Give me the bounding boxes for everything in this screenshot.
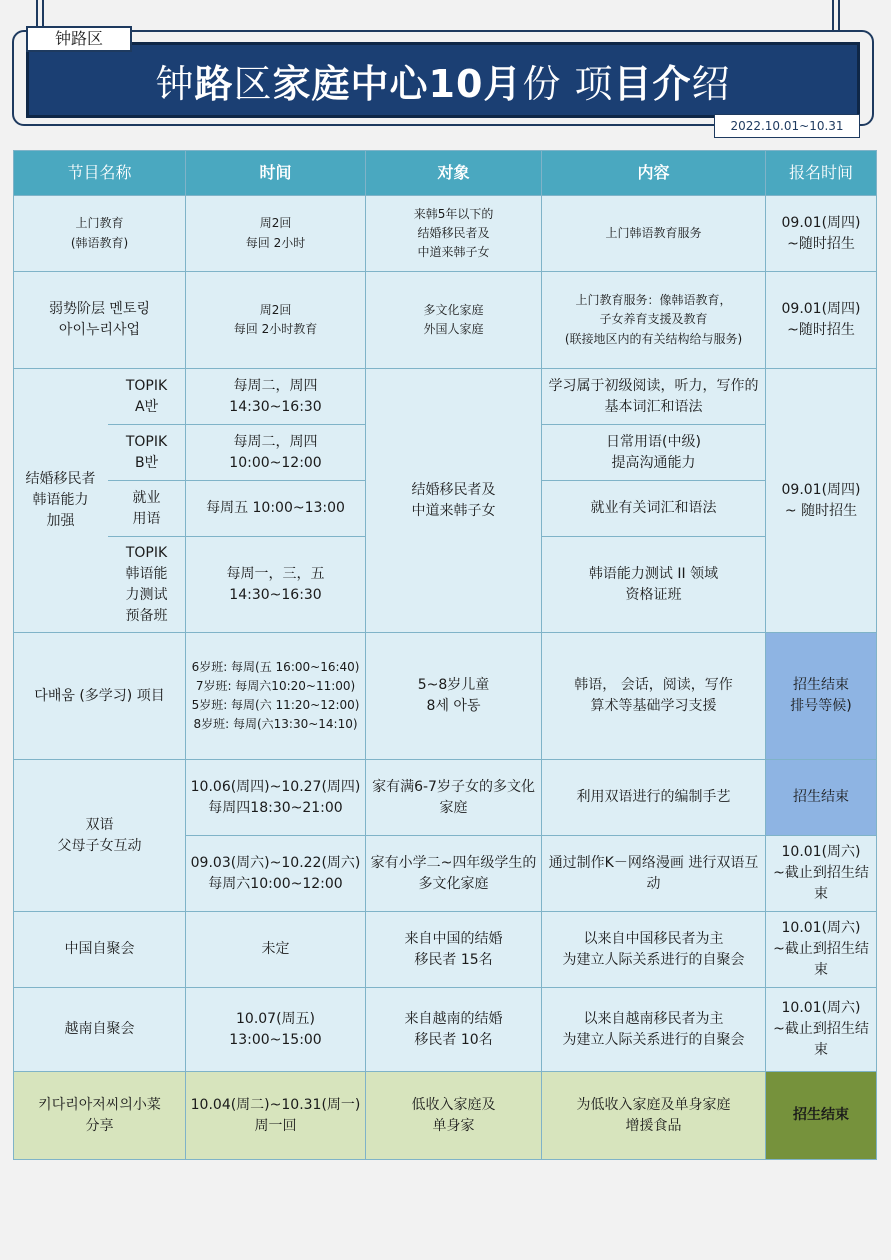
header-target: 对象 bbox=[366, 151, 542, 196]
title-part: 家庭中心 bbox=[272, 61, 429, 106]
program-name: 中国自聚会 bbox=[14, 912, 186, 988]
table-header-row bbox=[14, 151, 877, 196]
sub-program-name: TOPIK A반 bbox=[108, 369, 186, 425]
program-signup: 09.01(周四) ~随时招生 bbox=[766, 196, 877, 272]
program-content: 韩语能力测试 II 领域 资格证班 bbox=[542, 537, 766, 633]
program-signup-status: 招生结束 bbox=[766, 1072, 877, 1160]
table-row bbox=[14, 760, 877, 836]
program-name: 上门教育 (韩语教育) bbox=[14, 196, 186, 272]
header-content: 内容 bbox=[542, 151, 766, 196]
program-signup-status: 招生结束 排号等候) bbox=[766, 633, 877, 760]
program-signup: 10.01(周六) ~截止到招生结束 bbox=[766, 912, 877, 988]
program-content: 为低收入家庭及单身家庭 增援食品 bbox=[542, 1072, 766, 1160]
table-row bbox=[14, 633, 877, 760]
program-name: 키다리아저씨의小菜 分享 bbox=[14, 1072, 186, 1160]
program-target: 来自中国的结婚 移民者 15名 bbox=[366, 912, 542, 988]
table-row bbox=[14, 988, 877, 1072]
title-part: 介 bbox=[652, 61, 692, 106]
program-signup: 09.01(周四) ~随时招生 bbox=[766, 272, 877, 369]
program-content: 韩语， 会话，阅读，写作 算术等基础学习支援 bbox=[542, 633, 766, 760]
program-name: 双语 父母子女互动 bbox=[14, 760, 186, 912]
program-time: 6岁班: 每周(五 16:00~16:40) 7岁班: 每周六10:20~11:00) 5岁班: 每周(六 11:20~12:00) 8岁班: 每周(六13:30~14:10) bbox=[186, 633, 366, 760]
table-row bbox=[14, 196, 877, 272]
frame-line-right bbox=[832, 0, 834, 34]
program-target: 家有小学二~四年级学生的多文化家庭 bbox=[366, 836, 542, 912]
date-range: 2022.10.01~10.31 bbox=[714, 114, 860, 138]
sub-program-name: TOPIK 韩语能 力测试 预备班 bbox=[108, 537, 186, 633]
program-target: 多文化家庭 外国人家庭 bbox=[366, 272, 542, 369]
program-signup-status: 招生结束 bbox=[766, 760, 877, 836]
program-time: 09.03(周六)~10.22(周六) 每周六10:00~12:00 bbox=[186, 836, 366, 912]
program-content: 利用双语进行的编制手艺 bbox=[542, 760, 766, 836]
title-part: 目 bbox=[613, 61, 653, 106]
program-time: 每周二，周四 14:30~16:30 bbox=[186, 369, 366, 425]
program-content: 学习属于初级阅读，听力，写作的基本词汇和语法 bbox=[542, 369, 766, 425]
program-time: 10.07(周五) 13:00~15:00 bbox=[186, 988, 366, 1072]
header-program-name: 节目名称 bbox=[14, 151, 186, 196]
sub-program-name: TOPIK B반 bbox=[108, 425, 186, 481]
program-name: 다배움 (多学习) 项目 bbox=[14, 633, 186, 760]
program-table bbox=[13, 150, 877, 1160]
title-part: 10月 bbox=[428, 61, 523, 106]
title-part: 钟 bbox=[155, 61, 195, 106]
program-name: 弱势阶层 멘토링 아이누리사업 bbox=[14, 272, 186, 369]
program-name: 越南自聚会 bbox=[14, 988, 186, 1072]
program-signup: 10.01(周六) ~截止到招生结束 bbox=[766, 836, 877, 912]
program-target: 结婚移民者及 中道来韩子女 bbox=[366, 369, 542, 633]
program-time: 每周五 10:00~13:00 bbox=[186, 481, 366, 537]
sub-program-name: 就业 用语 bbox=[108, 481, 186, 537]
program-time: 10.04(周二)~10.31(周一) 周一回 bbox=[186, 1072, 366, 1160]
program-target: 来韩5年以下的 结婚移民者及 中道来韩子女 bbox=[366, 196, 542, 272]
program-signup: 10.01(周六) ~截止到招生结束 bbox=[766, 988, 877, 1072]
program-time: 10.06(周四)~10.27(周四) 每周四18:30~21:00 bbox=[186, 760, 366, 836]
program-target: 家有满6-7岁子女的多文化家庭 bbox=[366, 760, 542, 836]
program-target: 低收入家庭及 单身家 bbox=[366, 1072, 542, 1160]
table-row bbox=[14, 272, 877, 369]
program-target: 来自越南的结婚 移民者 10名 bbox=[366, 988, 542, 1072]
district-tag: 钟路区 bbox=[26, 26, 132, 52]
header-signup: 报名时间 bbox=[766, 151, 877, 196]
table-row bbox=[14, 912, 877, 988]
table-row bbox=[14, 1072, 877, 1160]
frame-line-right-2 bbox=[838, 0, 840, 34]
title-part: 路 bbox=[194, 61, 234, 106]
program-content: 以来自中国移民者为主 为建立人际关系进行的自聚会 bbox=[542, 912, 766, 988]
program-time: 周2回 每回 2小时 bbox=[186, 196, 366, 272]
program-target: 5~8岁儿童 8세 아동 bbox=[366, 633, 542, 760]
title-part: 份 项 bbox=[522, 61, 614, 106]
header-time: 时间 bbox=[186, 151, 366, 196]
program-content: 上门韩语教育服务 bbox=[542, 196, 766, 272]
title-part: 绍 bbox=[691, 61, 731, 106]
program-name: 结婚移民者 韩语能力 加强 bbox=[14, 369, 108, 633]
program-time: 周2回 每回 2小时教育 bbox=[186, 272, 366, 369]
title-part: 区 bbox=[233, 61, 273, 106]
program-content: 上门教育服务：像韩语教育， 子女养育支援及教育 (联接地区内的有关结构给与服务) bbox=[542, 272, 766, 369]
program-signup: 09.01(周四) ~ 随时招生 bbox=[766, 369, 877, 633]
program-time: 未定 bbox=[186, 912, 366, 988]
page-title bbox=[26, 42, 860, 118]
program-time: 每周一，三，五 14:30~16:30 bbox=[186, 537, 366, 633]
program-content: 日常用语(中级) 提高沟通能力 bbox=[542, 425, 766, 481]
program-content: 以来自越南移民者为主 为建立人际关系进行的自聚会 bbox=[542, 988, 766, 1072]
program-content: 通过制作K－网络漫画 进行双语互动 bbox=[542, 836, 766, 912]
program-content: 就业有关词汇和语法 bbox=[542, 481, 766, 537]
table-row bbox=[14, 369, 877, 425]
program-time: 每周二，周四 10:00~12:00 bbox=[186, 425, 366, 481]
